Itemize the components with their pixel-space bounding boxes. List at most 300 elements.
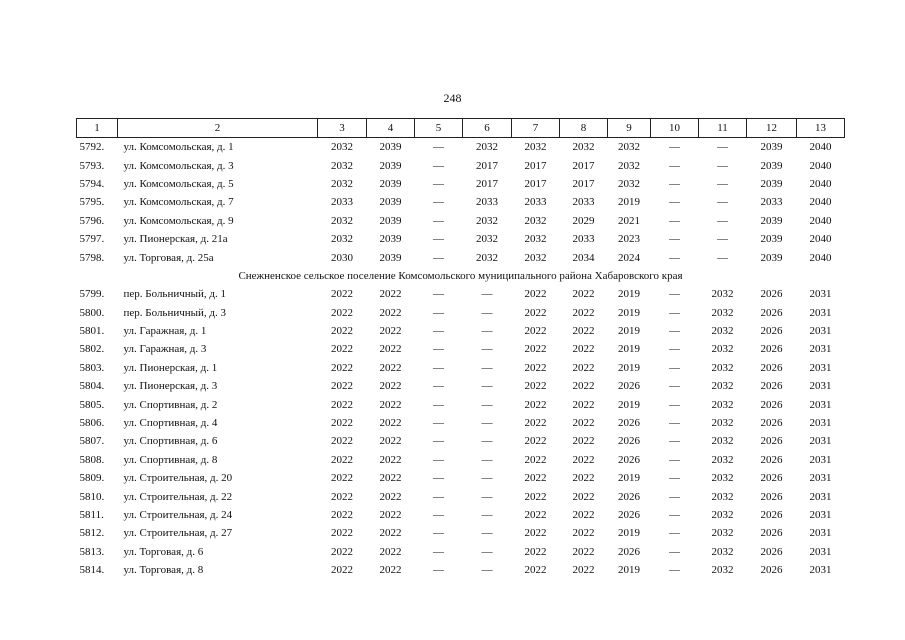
year-cell: 2032 (524, 251, 547, 264)
year-cell: — (717, 251, 728, 264)
year-cell: 2022 (572, 398, 595, 411)
year-cell: — (669, 545, 680, 558)
year-cell: — (717, 214, 728, 227)
table-row (77, 212, 845, 230)
address-cell: ул. Строительная, д. 22 (123, 490, 233, 503)
year-cell: 2022 (331, 453, 353, 466)
year-cell: 2033 (331, 196, 353, 209)
address-cell: пер. Больничный, д. 1 (123, 288, 227, 301)
year-cell: 2033 (524, 196, 547, 209)
address-cell: ул. Пионерская, д. 3 (123, 380, 218, 393)
year-cell: 2031 (809, 288, 832, 301)
year-cell: — (481, 435, 493, 448)
year-cell: — (669, 417, 680, 430)
year-cell: — (669, 343, 680, 356)
table-row (77, 193, 845, 211)
year-cell: 2022 (524, 288, 547, 301)
year-cell: 2032 (711, 306, 734, 319)
year-cell: 2032 (331, 214, 353, 227)
year-cell: 2022 (572, 417, 595, 430)
year-cell: — (481, 490, 493, 503)
year-cell: 2022 (331, 398, 353, 411)
year-cell: 2040 (809, 214, 832, 227)
year-cell: 2032 (524, 214, 547, 227)
table-row (77, 377, 845, 395)
address-cell: ул. Комсомольская, д. 1 (123, 141, 234, 154)
year-cell: 2022 (379, 398, 402, 411)
year-cell: 2032 (331, 177, 353, 190)
address-cell: ул. Гаражная, д. 3 (123, 343, 207, 356)
year-cell: 2019 (618, 472, 640, 485)
year-cell: 2022 (379, 361, 402, 374)
year-cell: — (669, 306, 680, 319)
schedule-table (76, 118, 845, 579)
year-cell: 2032 (476, 233, 498, 246)
year-cell: 2026 (760, 545, 783, 558)
year-cell: 2021 (618, 214, 640, 227)
year-cell: 2022 (331, 435, 353, 448)
table-row (77, 304, 845, 322)
year-cell: 2022 (379, 564, 402, 577)
year-cell: — (481, 288, 493, 301)
table-row (77, 285, 845, 303)
year-cell: 2022 (524, 325, 547, 338)
year-cell: 2039 (760, 177, 783, 190)
year-cell: 2022 (524, 527, 547, 540)
column-header: 7 (512, 119, 560, 138)
year-cell: 2022 (572, 545, 595, 558)
column-header: 8 (560, 119, 608, 138)
year-cell: — (481, 325, 493, 338)
row-number: 5814. (79, 564, 105, 577)
year-cell: — (481, 509, 493, 521)
year-cell: 2017 (524, 177, 547, 190)
year-cell: — (669, 141, 680, 154)
address-cell: ул. Строительная, д. 20 (123, 472, 233, 485)
year-cell: 2032 (331, 159, 353, 172)
column-header: 13 (797, 119, 845, 138)
year-cell: 2022 (572, 361, 595, 374)
year-cell: 2022 (379, 417, 402, 430)
year-cell: 2019 (618, 325, 640, 338)
year-cell: 2026 (760, 325, 783, 338)
row-number: 5797. (79, 233, 105, 246)
row-number: 5807. (79, 435, 105, 448)
year-cell: — (433, 490, 444, 503)
column-header: 3 (318, 119, 367, 138)
year-cell: 2039 (379, 159, 402, 172)
year-cell: 2026 (618, 380, 640, 393)
year-cell: 2030 (331, 251, 353, 264)
year-cell: 2039 (379, 141, 402, 154)
table-row (77, 395, 845, 413)
year-cell: 2026 (760, 509, 783, 521)
year-cell: 2039 (379, 214, 402, 227)
year-cell: 2022 (524, 435, 547, 448)
year-cell: 2032 (711, 288, 734, 301)
address-cell: ул. Спортивная, д. 2 (123, 398, 218, 411)
year-cell: 2032 (476, 214, 498, 227)
row-number: 5802. (79, 343, 105, 356)
year-cell: 2032 (476, 251, 498, 264)
year-cell: 2022 (331, 545, 353, 558)
year-cell: — (669, 509, 680, 521)
year-cell: 2032 (618, 159, 640, 172)
year-cell: 2031 (809, 325, 832, 338)
year-cell: 2040 (809, 141, 832, 154)
year-cell: — (433, 177, 444, 190)
year-cell: 2022 (379, 509, 402, 521)
year-cell: — (669, 214, 680, 227)
year-cell: — (433, 361, 444, 374)
year-cell: 2019 (618, 306, 640, 319)
year-cell: 2022 (379, 545, 402, 558)
year-cell: 2026 (618, 417, 640, 430)
year-cell: — (481, 453, 493, 466)
year-cell: 2022 (379, 325, 402, 338)
year-cell: 2026 (760, 490, 783, 503)
year-cell: 2022 (524, 417, 547, 430)
year-cell: — (433, 545, 444, 558)
year-cell: 2023 (618, 233, 640, 246)
table-row (77, 524, 845, 542)
year-cell: 2040 (809, 177, 832, 190)
table-header (77, 119, 845, 138)
year-cell: 2032 (711, 472, 734, 485)
year-cell: 2022 (379, 380, 402, 393)
column-header: 9 (608, 119, 651, 138)
year-cell: 2022 (379, 490, 402, 503)
year-cell: 2022 (331, 361, 353, 374)
row-number: 5792. (79, 141, 105, 154)
year-cell: — (433, 141, 444, 154)
address-cell: ул. Спортивная, д. 4 (123, 417, 218, 430)
year-cell: 2031 (809, 398, 832, 411)
year-cell: 2031 (809, 306, 832, 319)
year-cell: 2022 (572, 490, 595, 503)
table-row (77, 322, 845, 340)
year-cell: 2032 (711, 527, 734, 540)
year-cell: 2022 (379, 288, 402, 301)
year-cell: 2026 (760, 380, 783, 393)
year-cell: 2039 (760, 214, 783, 227)
table-body (77, 138, 845, 580)
year-cell: — (433, 564, 444, 577)
column-header: 5 (415, 119, 463, 138)
year-cell: 2039 (760, 159, 783, 172)
year-cell: 2019 (618, 564, 640, 577)
year-cell: 2022 (572, 564, 595, 577)
year-cell: 2022 (331, 490, 353, 503)
year-cell: 2040 (809, 251, 832, 264)
year-cell: 2031 (809, 509, 832, 521)
row-number: 5803. (79, 361, 105, 374)
table-row (77, 506, 845, 524)
table-row (77, 432, 845, 450)
year-cell: — (717, 196, 728, 209)
year-cell: — (669, 490, 680, 503)
column-header: 10 (651, 119, 699, 138)
year-cell: 2019 (618, 398, 640, 411)
year-cell: 2024 (618, 251, 640, 264)
year-cell: 2022 (524, 380, 547, 393)
table-row (77, 543, 845, 561)
year-cell: 2032 (711, 435, 734, 448)
table-row (77, 487, 845, 505)
row-number: 5806. (79, 417, 105, 430)
column-header: 11 (699, 119, 747, 138)
year-cell: 2032 (331, 141, 353, 154)
year-cell: — (717, 159, 728, 172)
year-cell: — (481, 545, 493, 558)
year-cell: — (433, 472, 444, 485)
year-cell: 2022 (524, 472, 547, 485)
year-cell: 2022 (572, 380, 595, 393)
year-cell: 2032 (711, 490, 734, 503)
year-cell: 2032 (711, 325, 734, 338)
year-cell: — (669, 233, 680, 246)
year-cell: — (669, 251, 680, 264)
year-cell: 2039 (379, 177, 402, 190)
year-cell: — (717, 233, 728, 246)
year-cell: 2022 (524, 490, 547, 503)
address-cell: ул. Торговая, д. 25а (123, 251, 214, 264)
year-cell: — (669, 453, 680, 466)
year-cell: 2026 (618, 435, 640, 448)
year-cell: — (669, 564, 680, 577)
year-cell: 2022 (331, 380, 353, 393)
year-cell: 2026 (760, 435, 783, 448)
year-cell: 2026 (760, 343, 783, 356)
column-header: 1 (77, 119, 118, 138)
year-cell: 2022 (572, 288, 595, 301)
row-number: 5800. (79, 306, 105, 319)
year-cell: 2022 (572, 453, 595, 466)
year-cell: 2022 (572, 435, 595, 448)
row-number: 5813. (79, 545, 105, 558)
year-cell: 2019 (618, 196, 640, 209)
year-cell: 2019 (618, 527, 640, 540)
year-cell: 2031 (809, 453, 832, 466)
row-number: 5810. (79, 490, 105, 503)
year-cell: — (481, 472, 493, 485)
year-cell: 2022 (572, 527, 595, 540)
table-row (77, 469, 845, 487)
year-cell: 2033 (476, 196, 498, 209)
year-cell: — (669, 472, 680, 485)
year-cell: 2022 (331, 564, 353, 577)
year-cell: 2026 (618, 453, 640, 466)
year-cell: — (481, 306, 493, 319)
year-cell: 2022 (524, 398, 547, 411)
year-cell: 2032 (572, 141, 595, 154)
year-cell: — (433, 288, 444, 301)
year-cell: 2026 (760, 288, 783, 301)
section-title: Снежненское сельское поселение Комсомольского муниципального района Хабаровского края (238, 269, 683, 282)
year-cell: 2022 (331, 472, 353, 485)
year-cell: 2022 (331, 509, 353, 521)
year-cell: — (669, 177, 680, 190)
year-cell: 2026 (760, 361, 783, 374)
year-cell: — (433, 509, 444, 521)
year-cell: 2032 (711, 361, 734, 374)
year-cell: 2033 (572, 233, 595, 246)
year-cell: 2022 (331, 527, 353, 540)
year-cell: — (433, 453, 444, 466)
year-cell: 2039 (379, 196, 402, 209)
year-cell: 2032 (711, 380, 734, 393)
column-header: 2 (118, 119, 318, 138)
year-cell: 2039 (760, 251, 783, 264)
year-cell: 2017 (476, 159, 498, 172)
row-number: 5808. (79, 453, 105, 466)
row-number: 5811. (79, 509, 104, 521)
address-cell: ул. Гаражная, д. 1 (123, 325, 207, 338)
year-cell: — (481, 564, 493, 577)
year-cell: 2031 (809, 490, 832, 503)
year-cell: — (669, 159, 680, 172)
year-cell: 2032 (711, 343, 734, 356)
table-row (77, 175, 845, 193)
year-cell: — (669, 527, 680, 540)
year-cell: — (669, 288, 680, 301)
year-cell: 2019 (618, 361, 640, 374)
row-number: 5795. (79, 196, 105, 209)
address-cell: ул. Комсомольская, д. 9 (123, 214, 234, 227)
year-cell: 2026 (760, 453, 783, 466)
year-cell: — (481, 343, 493, 356)
year-cell: 2022 (572, 509, 595, 521)
address-cell: ул. Пионерская, д. 1 (123, 361, 218, 374)
address-cell: ул. Торговая, д. 6 (123, 545, 204, 558)
address-cell: пер. Больничный, д. 3 (123, 306, 227, 319)
year-cell: 2026 (760, 398, 783, 411)
year-cell: 2032 (618, 177, 640, 190)
year-cell: 2039 (760, 141, 783, 154)
year-cell: 2031 (809, 527, 832, 540)
year-cell: — (433, 343, 444, 356)
year-cell: — (481, 527, 493, 540)
year-cell: 2032 (618, 141, 640, 154)
year-cell: — (433, 398, 444, 411)
year-cell: 2026 (760, 417, 783, 430)
row-number: 5804. (79, 380, 105, 393)
header-row (77, 119, 845, 138)
year-cell: 2033 (760, 196, 783, 209)
table-row (77, 414, 845, 432)
year-cell: — (481, 380, 493, 393)
year-cell: 2031 (809, 380, 832, 393)
year-cell: 2039 (379, 233, 402, 246)
year-cell: — (481, 417, 493, 430)
year-cell: 2022 (524, 545, 547, 558)
year-cell: 2032 (711, 545, 734, 558)
year-cell: 2032 (524, 233, 547, 246)
year-cell: — (717, 141, 728, 154)
year-cell: 2029 (572, 214, 595, 227)
year-cell: — (669, 325, 680, 338)
row-number: 5805. (79, 398, 105, 411)
table-row (77, 561, 845, 579)
year-cell: 2022 (524, 361, 547, 374)
year-cell: 2031 (809, 361, 832, 374)
row-number: 5812. (79, 527, 105, 540)
year-cell: 2022 (379, 472, 402, 485)
page-number: 248 (443, 91, 462, 105)
table-row (77, 230, 845, 248)
year-cell: 2022 (379, 435, 402, 448)
year-cell: — (717, 177, 728, 190)
year-cell: 2022 (524, 306, 547, 319)
year-cell: 2032 (711, 398, 734, 411)
year-cell: 2022 (524, 343, 547, 356)
year-cell: — (481, 398, 493, 411)
column-header: 12 (747, 119, 797, 138)
year-cell: 2032 (476, 141, 498, 154)
year-cell: — (481, 361, 493, 374)
table-row (77, 359, 845, 377)
year-cell: 2026 (760, 306, 783, 319)
row-number: 5801. (79, 325, 105, 338)
year-cell: 2032 (524, 141, 547, 154)
year-cell: — (433, 417, 444, 430)
year-cell: 2039 (379, 251, 402, 264)
year-cell: 2031 (809, 472, 832, 485)
year-cell: — (433, 527, 444, 540)
row-number: 5796. (79, 214, 105, 227)
row-number: 5809. (79, 472, 105, 485)
column-header: 4 (367, 119, 415, 138)
year-cell: 2032 (711, 564, 734, 577)
address-cell: ул. Спортивная, д. 6 (123, 435, 218, 448)
address-cell: ул. Торговая, д. 8 (123, 564, 204, 577)
year-cell: — (669, 380, 680, 393)
year-cell: 2040 (809, 159, 832, 172)
year-cell: 2033 (572, 196, 595, 209)
row-number: 5794. (79, 177, 105, 190)
year-cell: 2022 (572, 343, 595, 356)
year-cell: 2022 (524, 564, 547, 577)
year-cell: 2017 (476, 177, 498, 190)
row-number: 5798. (79, 251, 105, 264)
year-cell: — (669, 361, 680, 374)
year-cell: — (669, 196, 680, 209)
address-cell: ул. Строительная, д. 24 (123, 509, 233, 521)
year-cell: 2026 (618, 509, 640, 521)
address-cell: ул. Комсомольская, д. 5 (123, 177, 234, 190)
year-cell: — (433, 380, 444, 393)
year-cell: 2032 (331, 233, 353, 246)
year-cell: 2031 (809, 545, 832, 558)
address-cell: ул. Спортивная, д. 8 (123, 453, 218, 466)
year-cell: 2017 (572, 159, 595, 172)
year-cell: 2017 (524, 159, 547, 172)
address-cell: ул. Комсомольская, д. 3 (123, 159, 234, 172)
table-row (77, 156, 845, 174)
table-row (77, 451, 845, 469)
year-cell: 2022 (379, 453, 402, 466)
year-cell: 2022 (331, 417, 353, 430)
year-cell: 2022 (572, 306, 595, 319)
year-cell: — (669, 435, 680, 448)
year-cell: 2040 (809, 196, 832, 209)
year-cell: 2031 (809, 343, 832, 356)
year-cell: 2026 (618, 490, 640, 503)
table-row (77, 138, 845, 157)
table-row (77, 340, 845, 358)
year-cell: 2022 (331, 325, 353, 338)
year-cell: — (433, 306, 444, 319)
